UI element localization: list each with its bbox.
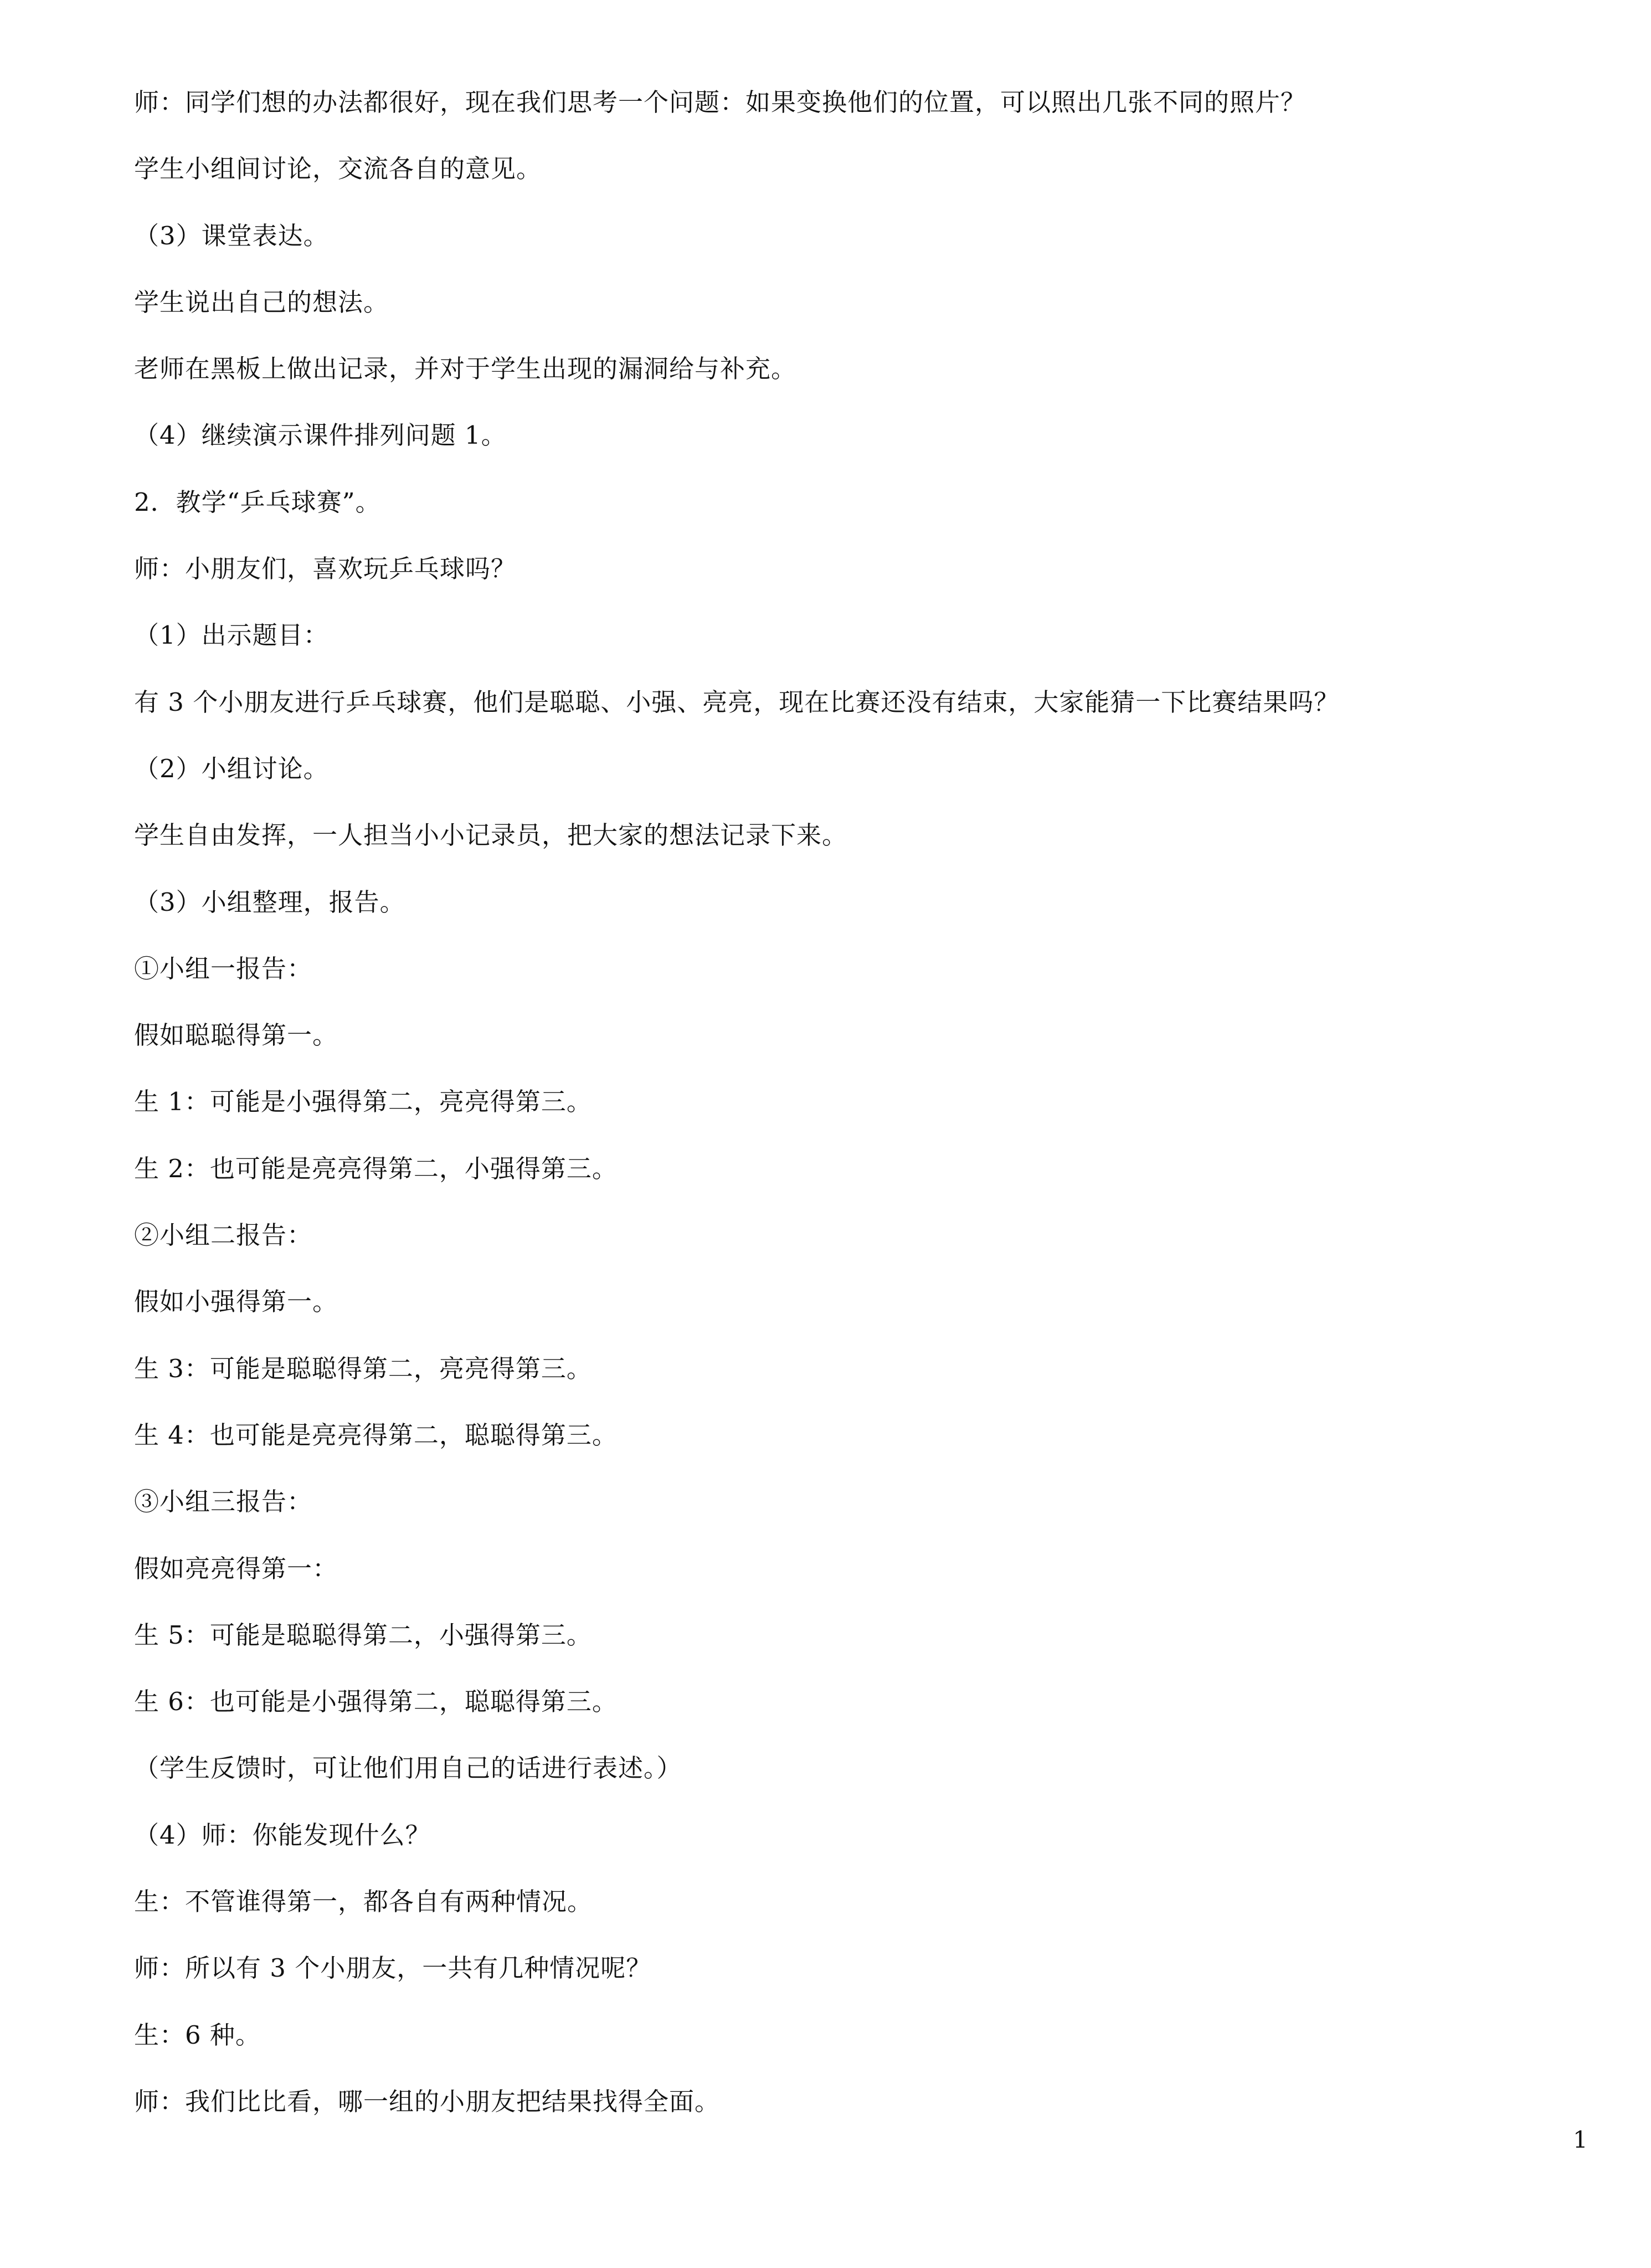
text-line: 学生自由发挥，一人担当小小记录员，把大家的想法记录下来。 xyxy=(134,820,848,850)
text-line: 假如亮亮得第一： xyxy=(134,1553,338,1583)
text-line: （1）出示题目： xyxy=(134,620,329,650)
page-number: 1 xyxy=(1573,2126,1588,2153)
text-line: ③小组三报告： xyxy=(134,1487,313,1517)
text-line: 生 5：可能是聪聪得第二，小强得第三。 xyxy=(134,1620,592,1650)
text-line: 师：所以有 3 个小朋友，一共有几种情况呢？ xyxy=(134,1953,652,1983)
text-line: （3）课堂表达。 xyxy=(134,220,329,250)
text-line: 生 6：也可能是小强得第二，聪聪得第三。 xyxy=(134,1687,618,1717)
text-line: 生 4：也可能是亮亮得第二，聪聪得第三。 xyxy=(134,1420,618,1450)
document-body xyxy=(134,80,1574,2146)
text-line: 学生说出自己的想法。 xyxy=(134,287,389,317)
text-line: 有 3 个小朋友进行乒乓球赛，他们是聪聪、小强、亮亮，现在比赛还没有结束，大家能猜一下比赛结果吗？ xyxy=(134,687,1340,717)
text-line: 2．教学“乒乓球赛”。 xyxy=(134,487,381,517)
text-line: 老师在黑板上做出记录，并对于学生出现的漏洞给与补充。 xyxy=(134,354,797,384)
text-line: 师：小朋友们，喜欢玩乒乓球吗？ xyxy=(134,554,517,584)
text-line: （3）小组整理，报告。 xyxy=(134,887,405,917)
text-line: 学生小组间讨论，交流各自的意见。 xyxy=(134,154,542,184)
text-line: ②小组二报告： xyxy=(134,1220,313,1250)
text-line: 生 1：可能是小强得第二，亮亮得第三。 xyxy=(134,1087,592,1117)
text-line: 生：6 种。 xyxy=(134,2020,261,2050)
text-line: （2）小组讨论。 xyxy=(134,753,329,783)
text-line: 师：同学们想的办法都很好，现在我们思考一个问题：如果变换他们的位置，可以照出几张不同的照片？ xyxy=(134,88,1307,117)
text-line: 师：我们比比看，哪一组的小朋友把结果找得全面。 xyxy=(134,2086,721,2116)
text-line: 假如聪聪得第一。 xyxy=(134,1020,338,1050)
text-line: 假如小强得第一。 xyxy=(134,1287,338,1317)
text-line: （4）继续演示课件排列问题 1。 xyxy=(134,420,507,450)
text-line: （4）师：你能发现什么？ xyxy=(134,1820,431,1850)
text-line: 生：不管谁得第一，都各自有两种情况。 xyxy=(134,1887,593,1917)
text-line: 生 3：可能是聪聪得第二，亮亮得第三。 xyxy=(134,1353,592,1383)
text-line: （学生反馈时，可让他们用自己的话进行表述。） xyxy=(134,1753,682,1783)
text-line: 生 2：也可能是亮亮得第二，小强得第三。 xyxy=(134,1153,618,1183)
text-line: ①小组一报告： xyxy=(134,953,313,983)
